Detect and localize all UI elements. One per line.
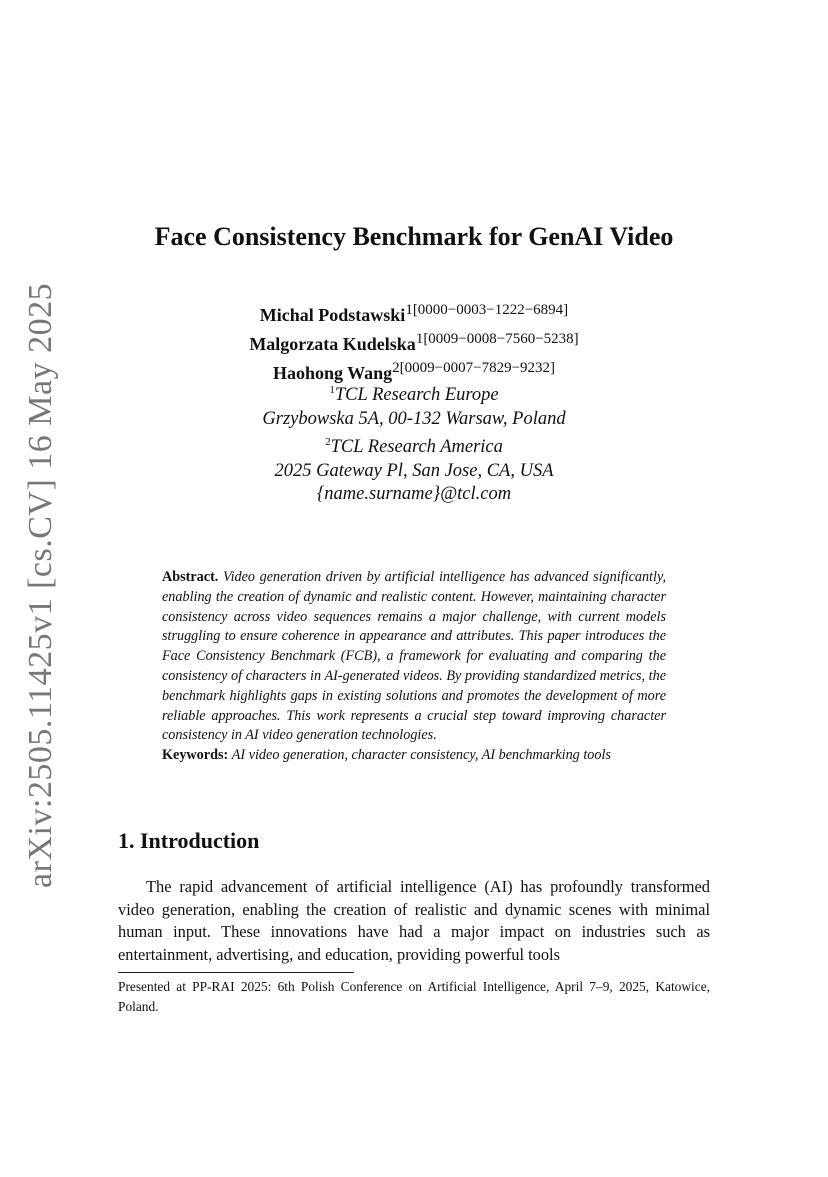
section-heading: 1. Introduction (118, 828, 260, 853)
abstract-paragraph (162, 568, 666, 746)
affiliation-mark: 2 (325, 436, 331, 448)
keywords-label: Keywords: (162, 747, 229, 764)
affiliation-line (0, 460, 828, 484)
affiliation-text: TCL Research America (330, 437, 503, 457)
affiliation-line (0, 483, 828, 507)
affiliation-text: TCL Research Europe (334, 385, 499, 405)
author-name: Haohong Wang (272, 363, 393, 383)
keywords-text: AI video generation, character consistency, AI benchmarking tools (231, 747, 611, 764)
author-name: Michal Podstawski (259, 305, 406, 325)
affiliation-mark: 1 (329, 384, 335, 396)
intro-paragraph: The rapid advancement of artificial intelligence (AI) has profoundly transformed video generation, enabling the creation of realistic and dynamic scenes with minimal human input. These innovations have had a major impact on industries such as entertainment, advertising, and education, providing powerful tools (118, 877, 710, 964)
contact-email: {name.surname}@tcl.com (316, 484, 512, 504)
author-orcid: 1[0009−0008−7560−5238] (415, 331, 579, 347)
author-line (0, 298, 828, 327)
affiliation-block (0, 379, 828, 507)
keywords-paragraph (162, 746, 666, 766)
affiliation-text: 2025 Gateway Pl, San Jose, CA, USA (274, 460, 554, 481)
author-name: Malgorzata Kudelska (249, 334, 416, 354)
affiliation-text: Grzybowska 5A, 00-132 Warsaw, Poland (262, 408, 566, 429)
author-orcid: 2[0009−0007−7829−9232] (392, 360, 556, 376)
abstract-text: Video generation driven by artificial intelligence has advanced significantly, enabling the creation of dynamic and realistic content. However, maintaining character consistency across video sequences remains a major challenge, with current models struggling to ensure coherence in appearance and attributes. This paper introduces the Face Consistency Benchmark (FCB), a framework for evaluating and comparing the consistency of characters in AI-generated videos. By providing standardized metrics, the benchmark highlights gaps in existing solutions and promotes the development of more reliable approaches. This work represents a crucial step toward improving character consistency in AI video generation technologies. (162, 569, 667, 744)
affiliation-line (0, 408, 828, 432)
abstract (162, 568, 666, 766)
author-line (0, 327, 828, 356)
author-list (0, 298, 828, 385)
affiliation-line (0, 379, 828, 408)
arxiv-side-stamp: arXiv:2505.11425v1 [cs.CV] 16 May 2025 (22, 282, 59, 888)
affiliation-line (0, 431, 828, 460)
footnote-divider (118, 972, 354, 973)
abstract-label: Abstract. (162, 569, 219, 585)
footnote: Presented at PP-RAI 2025: 6th Polish Conference on Artificial Intelligence, April 7–9, 2025, Katowice, Poland. (118, 979, 710, 1014)
author-orcid: 1[0000−0003−1222−6894] (405, 302, 569, 318)
paper-title: Face Consistency Benchmark for GenAI Video (154, 222, 674, 251)
